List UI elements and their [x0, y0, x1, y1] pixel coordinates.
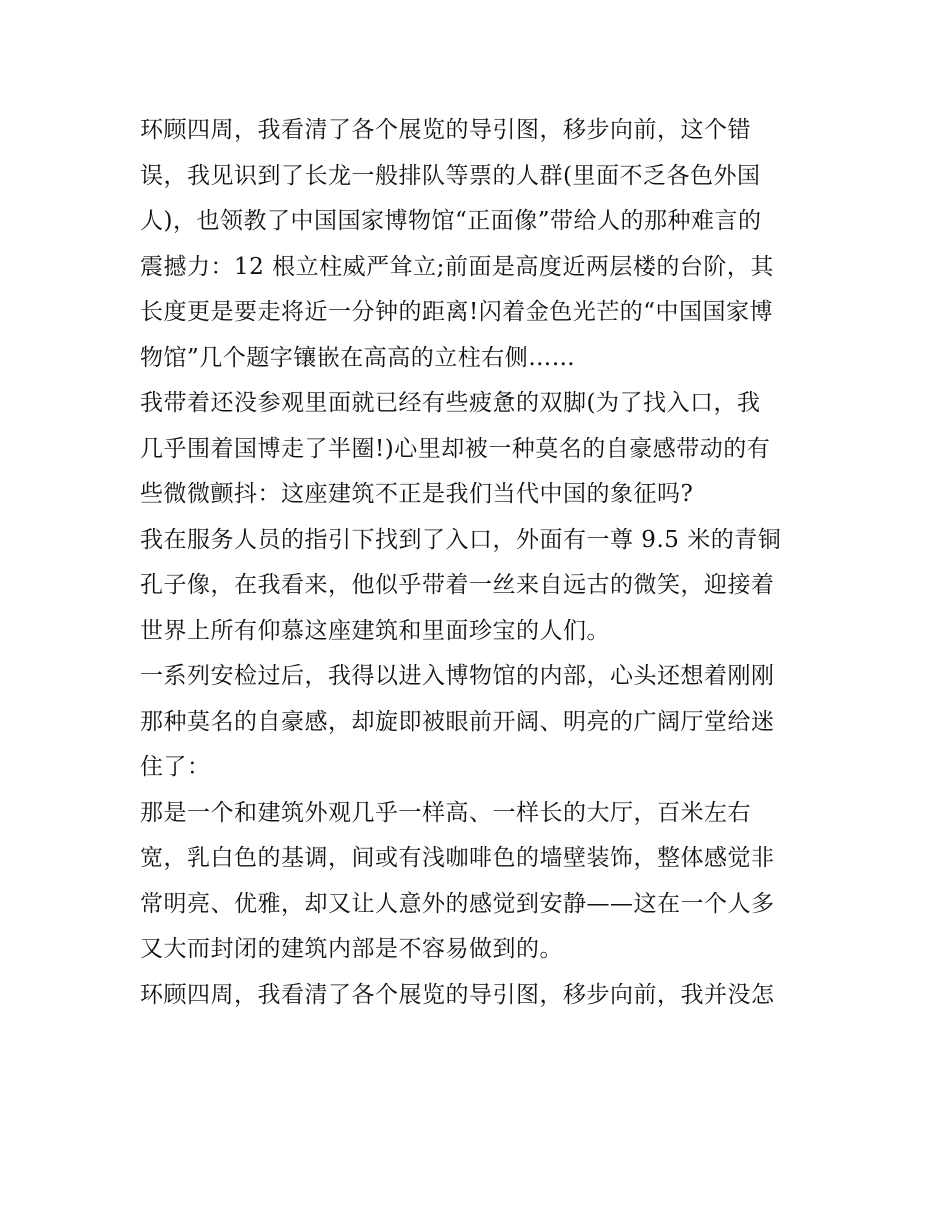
- text-line: 又大而封闭的建筑内部是不容易做到的。: [140, 936, 563, 962]
- text-line: 长度更是要走将近一分钟的距离!闪着金色光芒的“中国国家博: [140, 299, 774, 325]
- text-line: 误，我见识到了长龙一般排队等票的人群(里面不乏各色外国: [140, 162, 761, 189]
- text-line: 人)，也领教了中国国家博物馆“正面像”带给人的那种难言的: [140, 208, 762, 234]
- text-line: 些微微颤抖：这座建筑不正是我们当代中国的象征吗?: [140, 481, 694, 507]
- text-line: 那是一个和建筑外观几乎一样高、一样长的大厅，百米左右: [140, 799, 751, 826]
- text-line: 世界上所有仰慕这座建筑和里面珍宝的人们。: [140, 617, 610, 644]
- text-line: 那种莫名的自豪感，却旋即被眼前开阔、明亮的广阔厅堂给迷: [140, 708, 775, 735]
- text-line: 我在服务人员的指引下找到了入口，外面有一尊 9.5 米的青铜: [140, 526, 782, 553]
- text-line: 物馆”几个题字镶嵌在高高的立柱右侧……: [140, 344, 576, 371]
- text-line: 环顾四周，我看清了各个展览的导引图，移步向前，我并没怎: [140, 981, 775, 1008]
- text-line: 震撼力：12 根立柱威严耸立;前面是高度近两层楼的台阶，其: [140, 253, 774, 280]
- text-line: 一系列安检过后，我得以进入博物馆的内部，心头还想着刚刚: [140, 663, 775, 689]
- essay-text: [140, 108, 815, 1018]
- text-line: 常明亮、优雅，却又让人意外的感觉到安静——这在一个人多: [140, 890, 775, 917]
- text-line: 我带着还没参观里面就已经有些疲惫的双脚(为了找入口，我: [140, 390, 761, 416]
- text-line: 住了：: [140, 754, 211, 780]
- text-line: 宽，乳白色的基调，间或有浅咖啡色的墙壁装饰，整体感觉非: [140, 845, 775, 871]
- text-line: 几乎围着国博走了半圈!)心里却被一种莫名的自豪感带动的有: [140, 435, 771, 462]
- text-line: 环顾四周，我看清了各个展览的导引图，移步向前，这个错: [140, 117, 751, 143]
- text-line: 孔子像，在我看来，他似乎带着一丝来自远古的微笑，迎接着: [140, 572, 775, 598]
